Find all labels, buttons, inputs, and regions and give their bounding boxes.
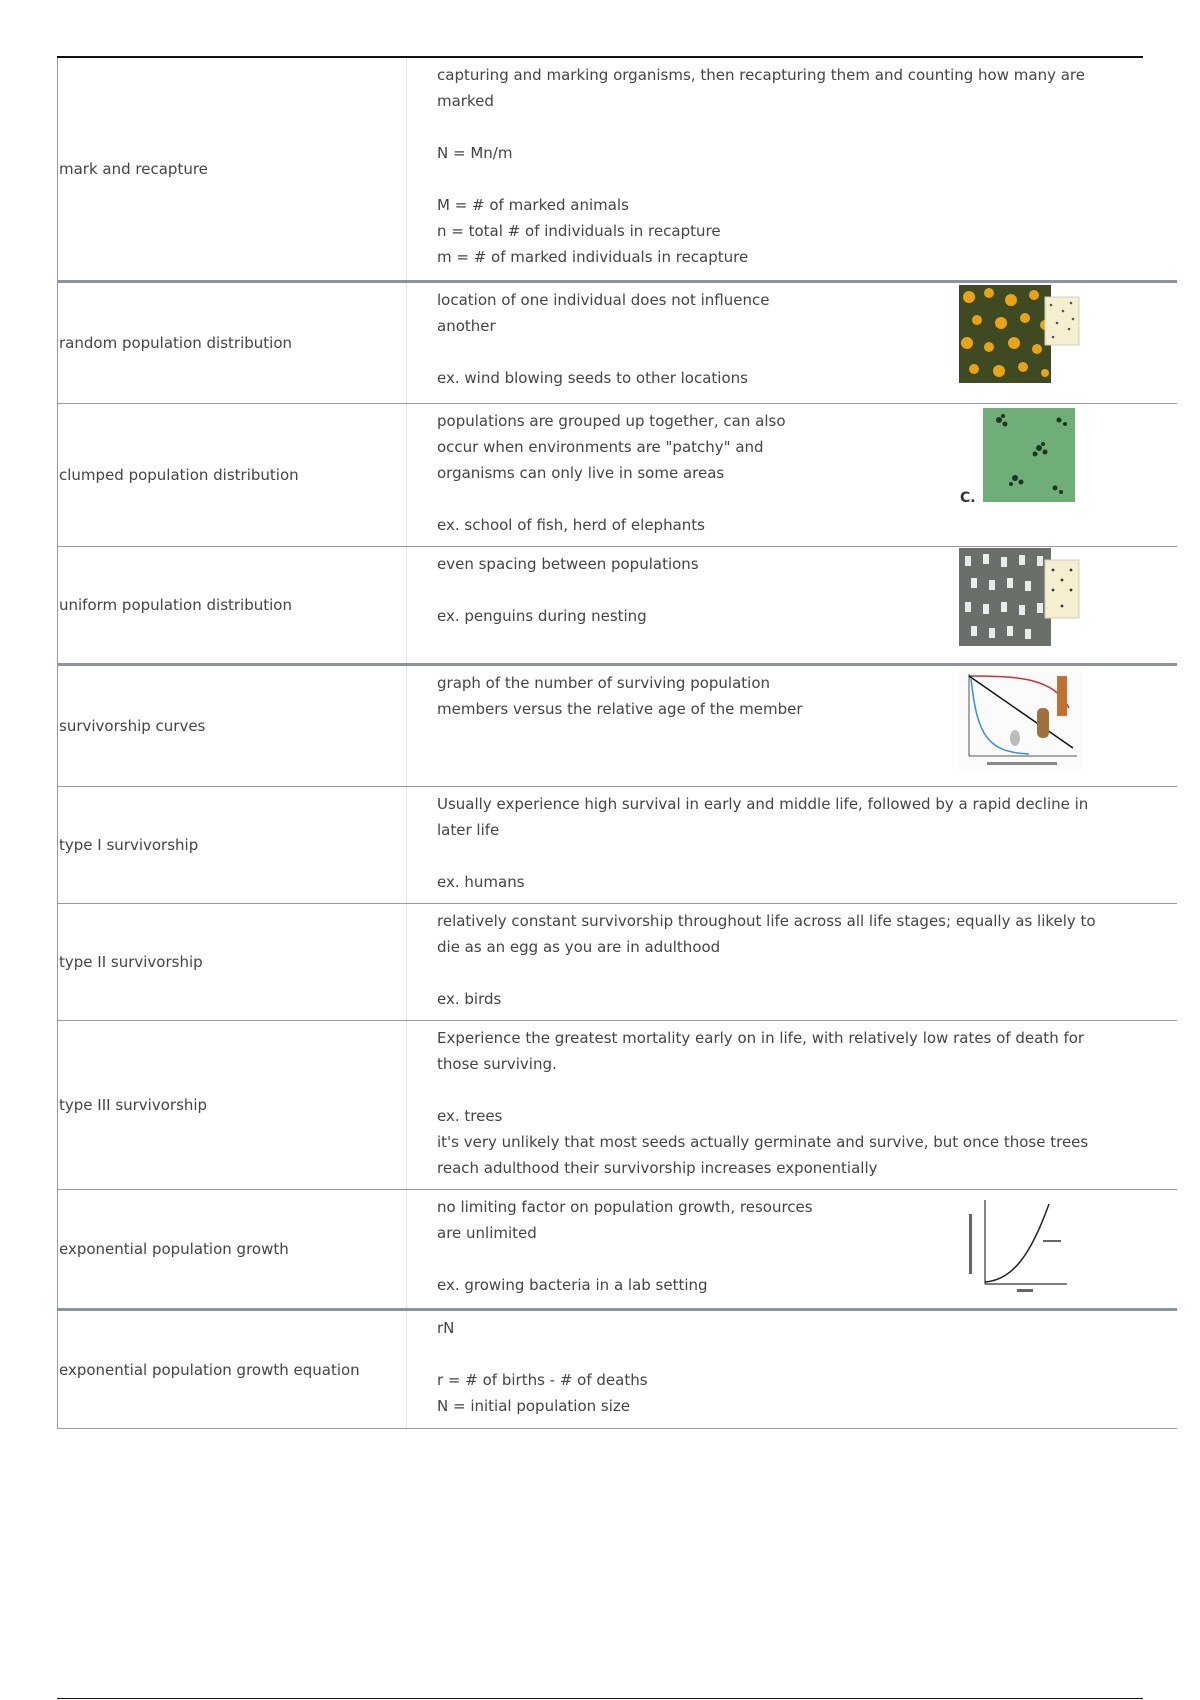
term-cell: exponential population growth equation	[59, 1360, 360, 1379]
definition-cell	[406, 1190, 1177, 1308]
table-row	[57, 1311, 1177, 1429]
definition-text: no limiting factor on population growth, resources are unlimited ex. growing bacteria in a lab setting	[437, 1198, 813, 1294]
term-cell: mark and recapture	[59, 160, 208, 178]
term-cell: random population distribution	[59, 334, 293, 352]
term-cell: uniform population distribution	[59, 596, 292, 614]
definition-cell	[406, 404, 1177, 546]
table-row	[57, 666, 1177, 787]
clumped-distribution-image	[959, 408, 1081, 508]
definition-text: capturing and marking organisms, then recapturing them and counting how many are marked N = Mn/m M = # of marked animals n = total # of individuals in recapture m = # of marked individuals in recapture	[437, 66, 1085, 266]
table-row	[57, 787, 1177, 904]
table-row	[57, 1190, 1177, 1311]
definition-text: graph of the number of surviving population members versus the relative age of the member	[437, 674, 803, 718]
uniform-distribution-image	[959, 548, 1081, 648]
table-row	[57, 1021, 1177, 1190]
term-cell: type I survivorship	[59, 836, 199, 854]
table-row	[57, 904, 1177, 1021]
definition-text: Usually experience high survival in early and middle life, followed by a rapid decline in later life ex. humans	[437, 795, 1089, 891]
definition-text: Experience the greatest mortality early on in life, with relatively low rates of death for those surviving. ex. trees it's very unlikely that most seeds actually germinate and survive, but once those trees reach adulthood their survivorship increases exponentially	[437, 1029, 1089, 1177]
table-row	[57, 547, 1177, 666]
random-distribution-image	[959, 285, 1081, 385]
definition-cell	[406, 787, 1177, 903]
term-cell: type II survivorship	[59, 953, 203, 971]
definition-text: even spacing between populations ex. penguins during nesting	[437, 555, 699, 625]
term-cell: clumped population distribution	[59, 466, 299, 484]
definition-cell	[406, 547, 1177, 663]
definition-text: location of one individual does not influence another ex. wind blowing seeds to other locations	[437, 291, 770, 387]
definition-cell	[406, 1021, 1177, 1189]
definition-text: populations are grouped up together, can also occur when environments are "patchy" and organisms can only live in some areas ex. school of fish, herd of elephants	[437, 412, 786, 534]
definition-text: rN r = # of births - # of deaths N = initial population size	[437, 1319, 648, 1415]
definition-cell	[406, 666, 1177, 786]
definition-cell	[406, 58, 1177, 280]
term-cell: type III survivorship	[59, 1096, 208, 1114]
table-row	[57, 404, 1177, 547]
definition-text: relatively constant survivorship throughout life across all life stages; equally as likely to die as an egg as you are in adulthood ex. birds	[437, 912, 1096, 1008]
table-row	[57, 283, 1177, 404]
survivorship-curves-graph	[959, 668, 1083, 772]
term-cell: survivorship curves	[59, 717, 206, 735]
term-cell: exponential population growth	[59, 1240, 289, 1258]
definition-cell	[406, 904, 1177, 1020]
table-row	[57, 58, 1177, 283]
definition-cell	[406, 283, 1177, 403]
exponential-growth-graph	[963, 1194, 1073, 1298]
bottom-rule	[57, 1698, 1143, 1699]
svg-text:C.: C.	[960, 490, 976, 506]
definition-cell	[406, 1311, 1177, 1428]
flashcard-table	[57, 58, 1177, 1429]
